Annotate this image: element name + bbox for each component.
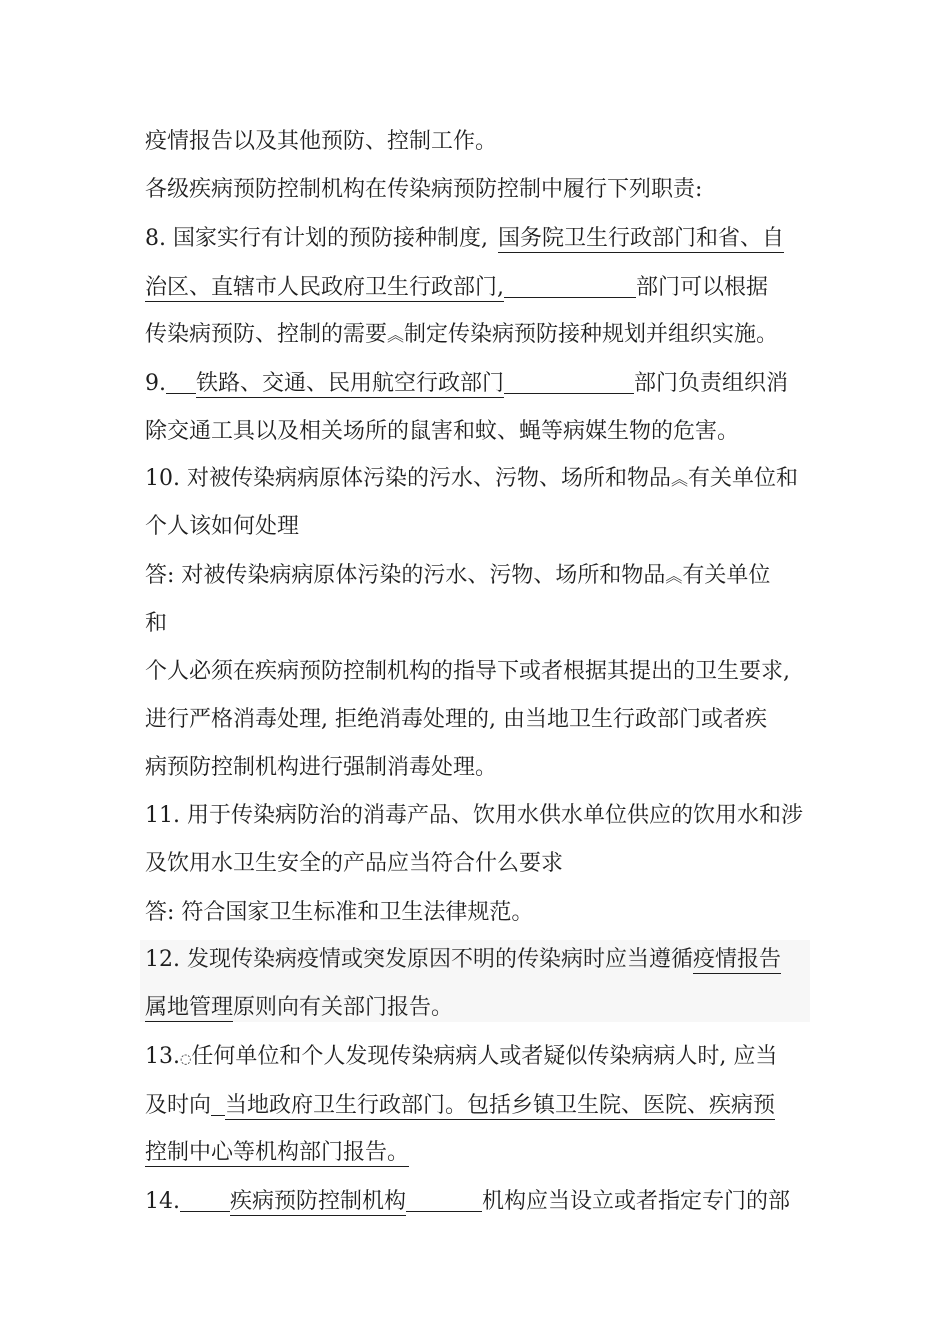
text-line [145,176,702,206]
question-text: 个人该如何处理 [145,514,300,539]
question-11-line-2 [145,850,563,880]
question-text: 除交通工具以及相关场所的鼠害和蚊、蝇等病媒生物的危害。 [145,419,740,444]
question-text: 8. 国家实行有计划的预防接种制度, [145,226,488,251]
question-9-line-2 [145,418,739,448]
blank-underline [166,369,196,394]
question-number: 14. [145,1189,180,1214]
question-10-line-2 [145,513,299,543]
question-text: 部门可以根据 [636,275,769,300]
blank-underline [211,1091,225,1116]
text-line [145,128,497,158]
answer-blank: 当地政府卫生行政部门。包括乡镇卫生院、医院、疾病预 [225,1093,776,1118]
punctuation-mark: ︽ [670,470,688,490]
question-13-line-2 [145,1091,775,1121]
answer-blank: 治区、直辖市人民政府卫生行政部门, [145,275,504,300]
question-8-line-3 [145,321,778,351]
question-11-line-1 [145,802,803,832]
answer-blank: 控制中心等机构部门报告。 [145,1140,410,1165]
answer-text: 有关单位 [682,563,771,588]
question-number: 9. [145,371,166,396]
answer-10-line-4 [145,706,767,736]
blank-underline [406,1187,482,1212]
answer-blank: 国务院卫生行政部门和省、自 [497,226,784,251]
question-number: 13. [145,1044,180,1069]
question-14-line-1 [145,1187,790,1217]
question-text: 原则向有关部门报告。 [233,995,454,1020]
answer-10-line-3 [145,658,790,688]
answer-blank: 疫情报告 [692,947,781,972]
answer-10-line-1 [145,562,770,592]
paragraph-text: 疫情报告以及其他预防、控制工作。 [145,129,498,154]
question-text: 12. 发现传染病疫情或突发原因不明的传染病时应当遵循 [145,947,693,972]
question-8-line-2 [145,273,768,303]
question-8-line-1 [145,225,784,255]
question-13-line-1 [145,1043,777,1073]
punctuation-mark: ︽ [387,326,405,346]
question-text: 及饮用水卫生安全的产品应当符合什么要求 [145,851,564,876]
blank-underline [504,273,636,298]
answer-text: 病预防控制机构进行强制消毒处理。 [145,755,498,780]
answer-text: 和 [145,611,168,636]
answer-text: 答: 符合国家卫生标准和卫生法律规范。 [145,900,534,925]
question-text: 部门负责组织消 [634,371,789,396]
answer-text: 答: 对被传染病病原体污染的污水、污物、场所和物品 [145,563,666,588]
question-12-line-1 [145,946,781,976]
question-12-line-2 [145,994,453,1024]
question-text: 机构应当设立或者指定专门的部 [482,1189,791,1214]
question-10-line-1 [145,465,798,495]
answer-blank: 属地管理 [145,995,234,1020]
question-text: 制定传染病预防接种规划并组织实施。 [404,322,779,347]
answer-text: 进行严格消毒处理, 拒绝消毒处理的, 由当地卫生行政部门或者疾 [145,707,767,732]
answer-text: 个人必须在疾病预防控制机构的指导下或者根据其提出的卫生要求, [145,659,790,684]
blank-underline [504,369,634,394]
answer-blank: 铁路、交通、民用航空行政部门 [196,371,505,396]
question-text: 任何单位和个人发现传染病病人或者疑似传染病病人时, 应当 [191,1044,778,1069]
question-text: 及时向 [145,1093,212,1118]
punctuation-mark: ◌ [180,1052,192,1067]
punctuation-mark: ︽ [665,567,683,587]
question-13-line-3 [145,1139,409,1169]
answer-10-line-2 [145,610,167,640]
answer-10-line-5 [145,754,497,784]
question-text: 11. 用于传染病防治的消毒产品、饮用水供水单位供应的饮用水和涉 [145,803,803,828]
question-text: 有关单位和 [687,466,798,491]
answer-blank: 疾病预防控制机构 [230,1189,407,1214]
question-text: 传染病预防、控制的需要 [145,322,388,347]
question-text: 10. 对被传染病病原体污染的污水、污物、场所和物品 [145,466,671,491]
blank-underline [180,1187,230,1212]
question-9-line-1 [145,369,788,399]
answer-11-line [145,899,533,929]
paragraph-text: 各级疾病预防控制机构在传染病预防控制中履行下列职责: [145,177,703,202]
